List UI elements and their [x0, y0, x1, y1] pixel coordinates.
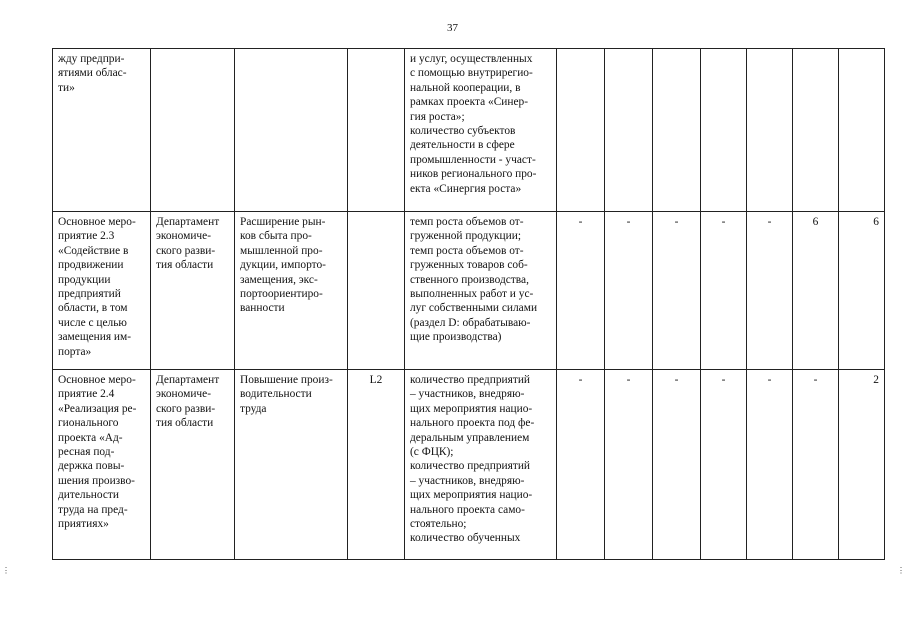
indicators-cell: темп роста объемов от- груженной продукции; темп роста объемов от- груженных товаров соб- ственного производства, выполненных работ и ус- луг собственными силами (раздел D: обрабатываю- щие производства) [405, 212, 557, 370]
value-cell: - [557, 370, 605, 560]
value-cell: 6 [793, 212, 839, 370]
value-cell: - [793, 370, 839, 560]
event-cell: Основное меро- приятие 2.3 «Содействие в продвижении продукции предприятий области, в том числе с целью замещения им- порта» [53, 212, 151, 370]
result-cell: Повышение произ- водительности труда [235, 370, 348, 560]
event-cell: жду предпри- ятиями облас- ти» [53, 49, 151, 212]
value-cell [557, 49, 605, 212]
level-cell [348, 212, 405, 370]
scan-margin-mark: ⋮ [2, 566, 10, 575]
value-cell [653, 49, 701, 212]
indicators-cell: и услуг, осуществленных с помощью внутрирегио- нальной кооперации, в рамках проекта «Синер- гия роста»; количество субъектов деятельности в сфере промышленности - участ- ников регионального про- екта «Синергия роста» [405, 49, 557, 212]
value-cell: - [605, 212, 653, 370]
value-cell: - [653, 370, 701, 560]
program-table [52, 48, 885, 560]
result-cell: Расширение рын- ков сбыта про- мышленной про- дукции, импорто- замещения, экс- портоориентиро- ванности [235, 212, 348, 370]
value-cell: - [747, 370, 793, 560]
scan-margin-mark: ⋮ [897, 566, 905, 575]
table-row [53, 212, 885, 370]
value-cell [747, 49, 793, 212]
executor-cell: Департамент экономиче- ского разви- тия области [151, 212, 235, 370]
table-row [53, 370, 885, 560]
value-cell [793, 49, 839, 212]
value-cell: - [605, 370, 653, 560]
value-cell: - [701, 370, 747, 560]
value-cell [839, 49, 885, 212]
executor-cell: Департамент экономиче- ского разви- тия области [151, 370, 235, 560]
page-number: 37 [447, 22, 458, 34]
value-cell [605, 49, 653, 212]
value-cell: - [557, 212, 605, 370]
value-cell: 6 [839, 212, 885, 370]
indicators-cell: количество предприятий – участников, внедряю- щих мероприятия нацио- нального проекта под фе- деральным управлением (с ФЦК); количество предприятий – участников, внедряю- щих мероприятия нацио- нального проекта само- стоятельно; количество обученных [405, 370, 557, 560]
level-cell: L2 [348, 370, 405, 560]
value-cell: 2 [839, 370, 885, 560]
value-cell [701, 49, 747, 212]
executor-cell [151, 49, 235, 212]
level-cell [348, 49, 405, 212]
value-cell: - [701, 212, 747, 370]
table-row [53, 49, 885, 212]
result-cell [235, 49, 348, 212]
value-cell: - [653, 212, 701, 370]
value-cell: - [747, 212, 793, 370]
event-cell: Основное меро- приятие 2.4 «Реализация ре- гионального проекта «Ад- ресная под- держка повы- шения произво- дительности труда на пред- приятиях» [53, 370, 151, 560]
